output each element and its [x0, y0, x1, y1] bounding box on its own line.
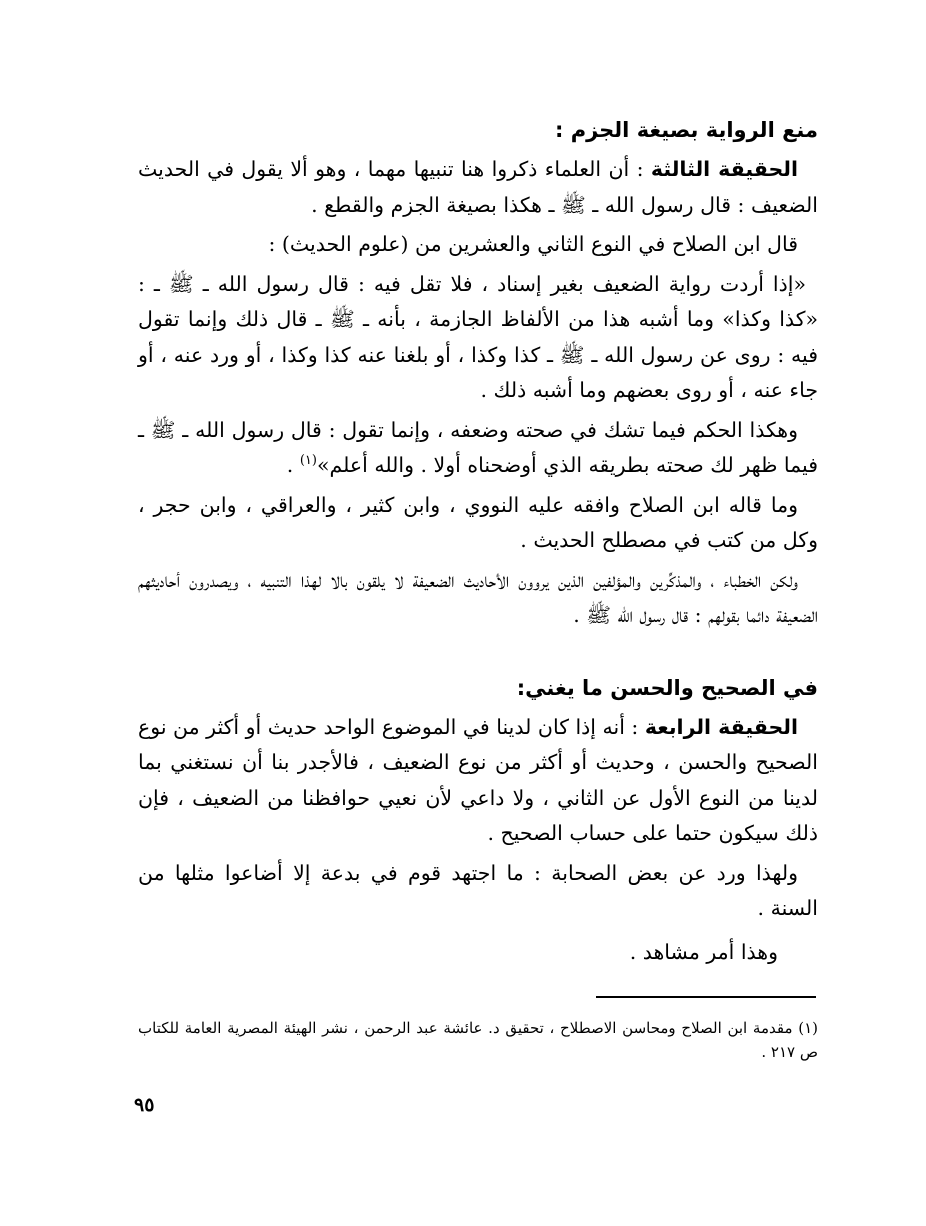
- paragraph-observed: وهذا أمر مشاهد .: [629, 939, 778, 964]
- paragraph-ruling: [138, 413, 818, 484]
- paragraph-ibn-salah-quote: «إذا أردت رواية الضعيف بغير إسناد ، فلا تقل فيه : قال رسول الله ـ ﷺ ـ : «كذا وكذا» وما أشبه هذا من الألفاظ الجازمة ، بأنه ـ ﷺ ـ قال ذلك وإنما تقول فيه : روى عن رسول الله ـ ﷺ ـ كذا وكذا ، أو بلغنا عنه كذا وكذا ، أو ورد عنه ، أو جاء عنه ، أو روى بعضهم وما أشبه ذلك .: [138, 271, 818, 402]
- paragraph-ibn-salah-intro: قال ابن الصلاح في النوع الثاني والعشرين من (علوم الحديث) :: [268, 232, 798, 256]
- paragraph-fourth-fact: [138, 710, 818, 852]
- page-number: ٩٥: [134, 1094, 155, 1116]
- paragraph-companions: ولهذا ورد عن بعض الصحابة : ما اجتهد قوم في بدعة إلا أضاعوا مثلها من السنة .: [138, 860, 818, 920]
- footnote-divider: [596, 996, 816, 998]
- third-fact-label: الحقيقة الثالثة: [650, 157, 798, 181]
- paragraph-agreement: وما قاله ابن الصلاح وافقه عليه النووي ، وابن كثير ، والعراقي ، وابن حجر ، وكل من كتب في مصطلح الحديث .: [138, 492, 818, 552]
- third-fact-text: : أن العلماء ذكروا هنا تنبيها مهما ، وهو ألا يقول في الحديث الضعيف : قال رسول الله ـ ﷺ ـ هكذا بصيغة الجزم والقطع .: [138, 157, 818, 217]
- footnote-reference: (١): [299, 453, 317, 469]
- fourth-fact-text: : أنه إذا كان لدينا في الموضوع الواحد حديث أو أكثر من نوع الصحيح والحسن ، وحديث أو أكثر من نوع الضعيف ، فالأجدر بنا أن نستغني بما لدينا من النوع الأول عن الثاني ، ولا داعي لأن نعيي حوافظنا من الضعيف ، فإن ذلك سيكون حتما على حساب الصحيح .: [138, 714, 818, 845]
- fourth-fact-label: الحقيقة الرابعة: [644, 714, 798, 739]
- section-heading-sahih: في الصحيح والحسن ما يغني:: [516, 675, 818, 700]
- section-heading-jazm: منع الرواية بصيغة الجزم :: [555, 118, 818, 142]
- page-body: [138, 112, 818, 974]
- ruling-end: .: [286, 453, 300, 477]
- footnote-text: (١) مقدمة ابن الصلاح ومحاسن الاصطلاح ، تحقيق د. عائشة عبد الرحمن ، نشر الهيئة المصرية العامة للكتاب ص ٢١٧ .: [138, 1019, 818, 1061]
- paragraph-third-fact: [138, 152, 818, 223]
- paragraph-preachers: ولكن الخطباء ، والمذكِّرين والمؤلفين الذين يروون الأحاديث الضعيفة لا يلقون بالا لهذا التنبيه ، ويصدرون أحاديثهم الضعيفة دائما بقولهم : قال رسول الله ﷺ .: [138, 567, 818, 627]
- ruling-text: وهكذا الحكم فيما تشك في صحته وضعفه ، وإنما تقول : قال رسول الله ـ ﷺ ـ فيما ظهر لك صحته بطريقه الذي أوضحناه أولا . والله أعلم»: [138, 417, 818, 477]
